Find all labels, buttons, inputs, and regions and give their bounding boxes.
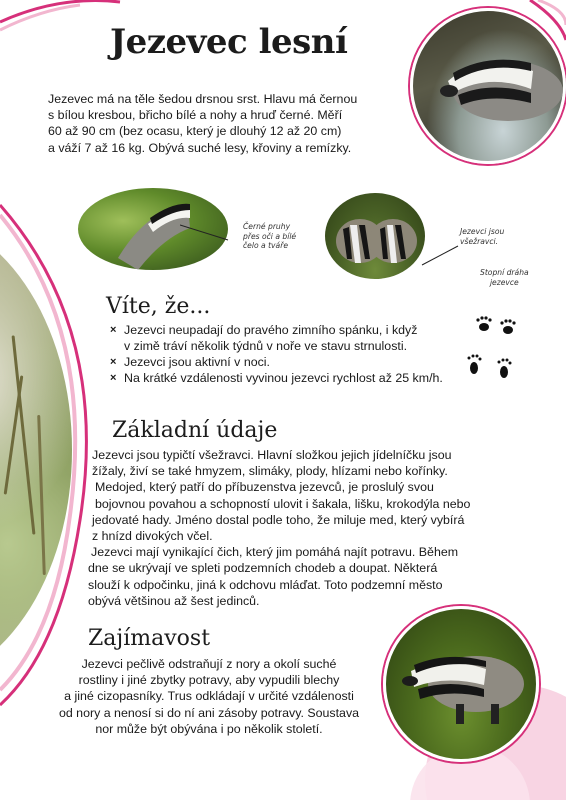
interesting-heading: Zajímavost [88, 626, 211, 651]
caption-omnivore: Jezevci jsou všežravci. [460, 227, 505, 246]
badger-photo-top [410, 8, 566, 164]
caption-tracks: Stopní dráha jezevce [480, 268, 529, 287]
paw-print-icon [498, 317, 518, 337]
paw-print-icon [474, 314, 494, 334]
caption-stripes: Černé pruhy přes oči a bílé čelo a tváře [243, 222, 297, 250]
did-you-know-list [110, 322, 443, 386]
badger-photo-bottom [383, 606, 539, 762]
list-item: × Jezevci jsou aktivní v noci. [110, 354, 443, 370]
basic-info-paragraph: Jezevci jsou typičtí všežravci. Hlavní složkou jejich jídelníčku jsou žížaly, živí se také hmyzem, slimáky, plody, hlízami nebo kořínky. Medojed, který patří do příbuzenstva jezevců, je proslulý svou bojovnou povahou a schopností ulovit i šakala, lišku, krokodýla nebo jedovaté hady. Jméno dostal podle toho, že miluje med, který vybírá z hnízd divokých včel. Jezevci mají vynikající čich, který jim pomáhá najít potravu. Během dne se ukrývají ve spleti podzemních chodeb a doupat. Některá slouží k odpočinku, jiná k odchovu mláďat. Toto podzemní město obývá většinou až šest jedinců. [88, 448, 471, 608]
list-item: × Jezevci neupadají do pravého zimního spánku, i když v zimě tráví několik týdnů v noře ve stavu strnulosti. [110, 322, 443, 354]
caption-pointer-omnivore [420, 240, 460, 270]
interesting-paragraph: Jezevci pečlivě odstraňují z nory a okolí suché rostliny i jiné zbytky potravy, aby vypudili blechy a jiné cizopasníky. Trus odkládají v určité vzdálenosti od nory a nenosí si do ní ani zásoby potravy. Soustava nor může být obývána i po několik století. [58, 657, 360, 736]
page-title: Jezevec lesní [110, 22, 348, 62]
paw-print-icon [464, 352, 484, 376]
basic-info-heading: Základní údaje [112, 418, 278, 443]
intro-paragraph: Jezevec má na těle šedou drsnou srst. Hlavu má černou s bílou kresbou, břicho bílé a nohy a hruď černé. Měří 60 až 90 cm (bez ocasu, který je dlouhý 12 až 20 cm) a váží 7 až 16 kg. Obývá suché lesy, křoviny a remízky. [48, 92, 358, 155]
list-item: × Na krátké vzdálenosti vyvinou jezevci rychlost až 25 km/h. [110, 370, 443, 386]
paw-print-icon [494, 356, 514, 380]
badgers-pair-photo [325, 193, 425, 279]
caption-pointer-stripes [180, 215, 240, 245]
did-you-know-heading: Víte, že... [106, 294, 211, 319]
